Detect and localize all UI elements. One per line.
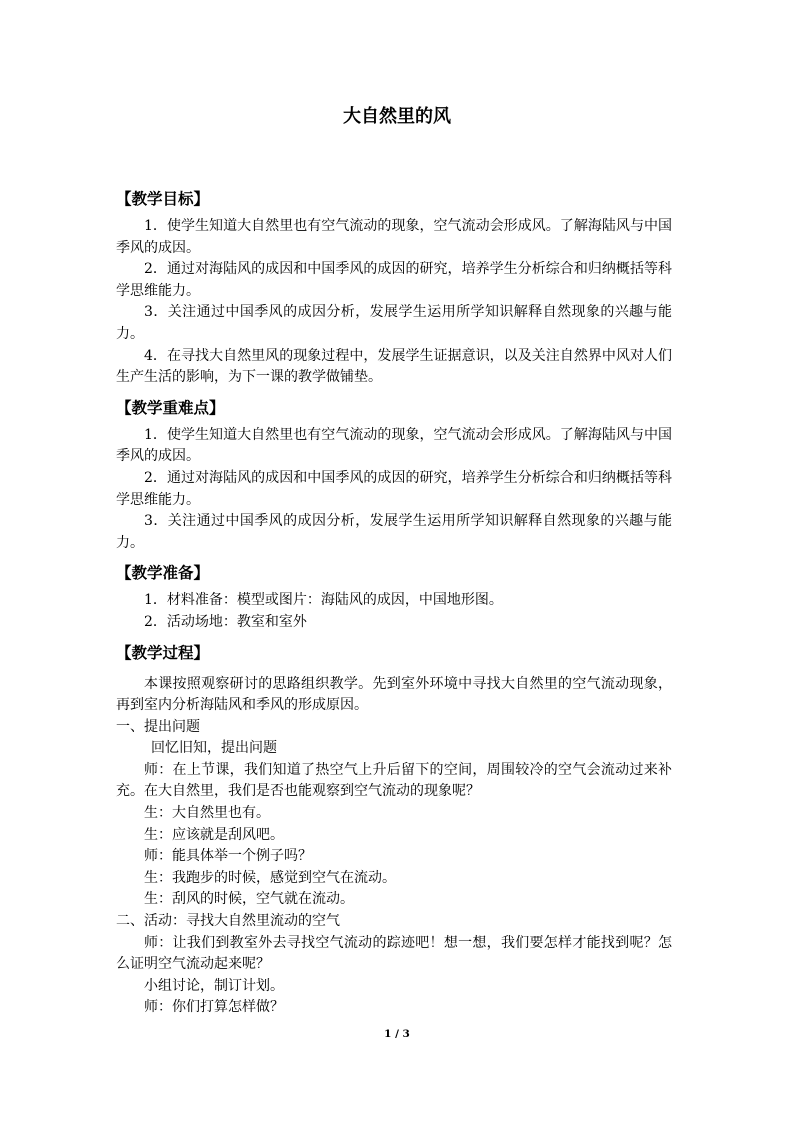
goal-item-3: 3．关注通过中国季风的成因分析，发展学生运用所学知识解释自然现象的兴趣与能力。 (116, 304, 672, 342)
process-intro: 本课按照观察研讨的思路组织教学。先到室外环境中寻找大自然里的空气流动现象，再到室内分析海陆风和季风的形成原因。 (116, 675, 672, 714)
section-heading-process: 【教学过程】 (116, 642, 210, 662)
keypoint-item-2: 2．通过对海陆风的成因和中国季风的成因的研究，培养学生分析综合和归纳概括等科学思维能力。 (116, 469, 672, 508)
dialogue-student-4: 生：刮风的时候，空气就在流动。 (144, 891, 354, 908)
dialogue-teacher-3: 师：让我们到教室外去寻找空气流动的踪迹吧！想一想，我们要怎样才能找到呢？怎么证明空气流动起来呢？ (116, 934, 672, 973)
section-process (116, 640, 672, 1020)
section-heading-prep: 【教学准备】 (116, 563, 210, 583)
goal-item-1: 1．使学生知道大自然里也有空气流动的现象，空气流动会形成风。了解海陆风与中国季风的成因。 (116, 218, 672, 256)
prep-item-1: 1．材料准备：模型或图片：海陆风的成因，中国地形图。 (144, 592, 503, 609)
dialogue-teacher-2: 师：能具体举一个例子吗？ (144, 848, 312, 865)
section-heading-goals: 【教学目标】 (116, 189, 210, 208)
goal-item-4: 4．在寻找大自然里风的现象过程中，发展学生证据意识，以及关注自然界中风对人们生产生活的影响，为下一课的教学做铺垫。 (116, 347, 672, 386)
section-heading-keypoints: 【教学重难点】 (116, 397, 225, 417)
prep-item-2: 2．活动场地：教室和室外 (144, 613, 307, 630)
step2-title: 二、活动：寻找大自然里流动的空气 (116, 913, 340, 930)
page-title: 大自然里的风 (343, 106, 451, 127)
page-number: 1 / 3 (384, 1028, 410, 1040)
keypoint-item-3: 3．关注通过中国季风的成因分析，发展学生运用所学知识解释自然现象的兴趣与能力。 (116, 513, 672, 551)
dialogue-student-3: 生：我跑步的时候，感觉到空气在流动。 (144, 869, 396, 886)
section-keypoints (116, 395, 672, 555)
group-discussion: 小组讨论，制订计划。 (144, 977, 284, 994)
dialogue-teacher-1: 师：在上节课，我们知道了热空气上升后留下的空间，周围较冷的空气会流动过来补充。在大自然里，我们是否也能观察到空气流动的现象呢？ (116, 761, 672, 800)
section-goals (116, 186, 672, 389)
dialogue-student-2: 生：应该就是刮风吧。 (144, 826, 284, 843)
step1-title: 一、提出问题 (116, 718, 200, 735)
document-body (116, 186, 672, 1019)
step1-subtitle: 回忆旧知，提出问题 (151, 740, 277, 757)
dialogue-student-1: 生：大自然里也有。 (144, 805, 270, 822)
section-prep (116, 560, 672, 633)
keypoint-item-1: 1．使学生知道大自然里也有空气流动的现象，空气流动会形成风。了解海陆风与中国季风的成因。 (116, 426, 672, 465)
dialogue-teacher-4: 师：你们打算怎样做？ (144, 999, 284, 1016)
goal-item-2: 2．通过对海陆风的成因和中国季风的成因的研究，培养学生分析综合和归纳概括等科学思维能力。 (116, 261, 672, 299)
